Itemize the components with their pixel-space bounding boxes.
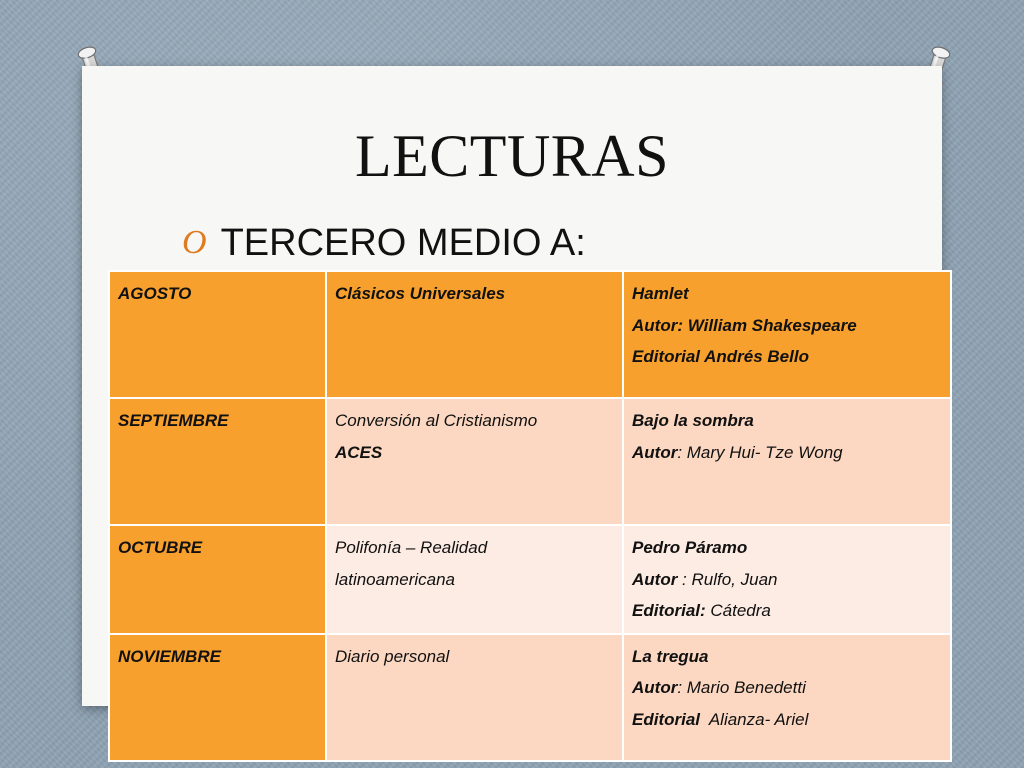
author-value: : Mary Hui- Tze Wong <box>677 442 843 462</box>
author-label: Autor <box>632 678 678 697</box>
author-value: : Rulfo, Juan <box>677 569 778 589</box>
month-cell <box>109 525 326 634</box>
month-cell <box>109 271 326 398</box>
book-cell <box>623 634 951 761</box>
table-row <box>109 271 951 398</box>
book-title: Bajo la sombra <box>632 411 754 430</box>
book-author: Autor: William Shakespeare <box>632 315 857 335</box>
book-title: Pedro Páramo <box>632 538 748 557</box>
theme-cell <box>326 398 623 525</box>
month-cell <box>109 634 326 761</box>
page-title: LECTURAS <box>354 123 670 189</box>
theme-cell <box>326 634 623 761</box>
subtitle-row <box>182 218 586 268</box>
table-row <box>109 398 951 525</box>
theme-line: latinoamericana <box>335 569 456 589</box>
table-row <box>109 525 951 634</box>
book-editorial: Editorial Andrés Bello <box>632 347 809 366</box>
book-cell <box>623 271 951 398</box>
editorial-label: Editorial <box>632 709 701 729</box>
theme-line: Diario personal <box>335 646 450 666</box>
subtitle: TERCERO MEDIO A: <box>220 221 586 264</box>
book-cell <box>623 525 951 634</box>
theme-line: ACES <box>335 442 383 462</box>
theme-cell <box>326 525 623 634</box>
book-author <box>632 564 942 596</box>
month-label: SEPTIEMBRE <box>118 411 229 430</box>
month-label: NOVIEMBRE <box>118 646 221 666</box>
author-label: Autor <box>632 569 678 589</box>
author-value: : Mario Benedetti <box>677 678 806 697</box>
bullet-marker: O <box>182 224 207 261</box>
book-cell <box>623 398 951 525</box>
book-author <box>632 672 942 704</box>
theme-cell <box>326 271 623 398</box>
book-title: Hamlet <box>632 284 689 303</box>
month-cell <box>109 398 326 525</box>
editorial-value: Cátedra <box>705 601 771 620</box>
readings-table <box>108 270 952 762</box>
table-row <box>109 634 951 761</box>
editorial-label: Editorial: <box>632 601 706 620</box>
author-label: Autor <box>632 442 678 462</box>
book-editorial <box>632 704 942 736</box>
theme-line: Conversión al Cristianismo <box>335 411 538 430</box>
theme-line: Clásicos Universales <box>335 284 506 303</box>
theme-line: Polifonía – Realidad <box>335 538 488 557</box>
book-author <box>632 437 942 469</box>
editorial-value: Alianza- Ariel <box>700 709 809 729</box>
book-editorial <box>632 595 942 627</box>
month-label: AGOSTO <box>118 284 192 303</box>
month-label: OCTUBRE <box>118 538 203 557</box>
book-title: La tregua <box>632 646 709 666</box>
